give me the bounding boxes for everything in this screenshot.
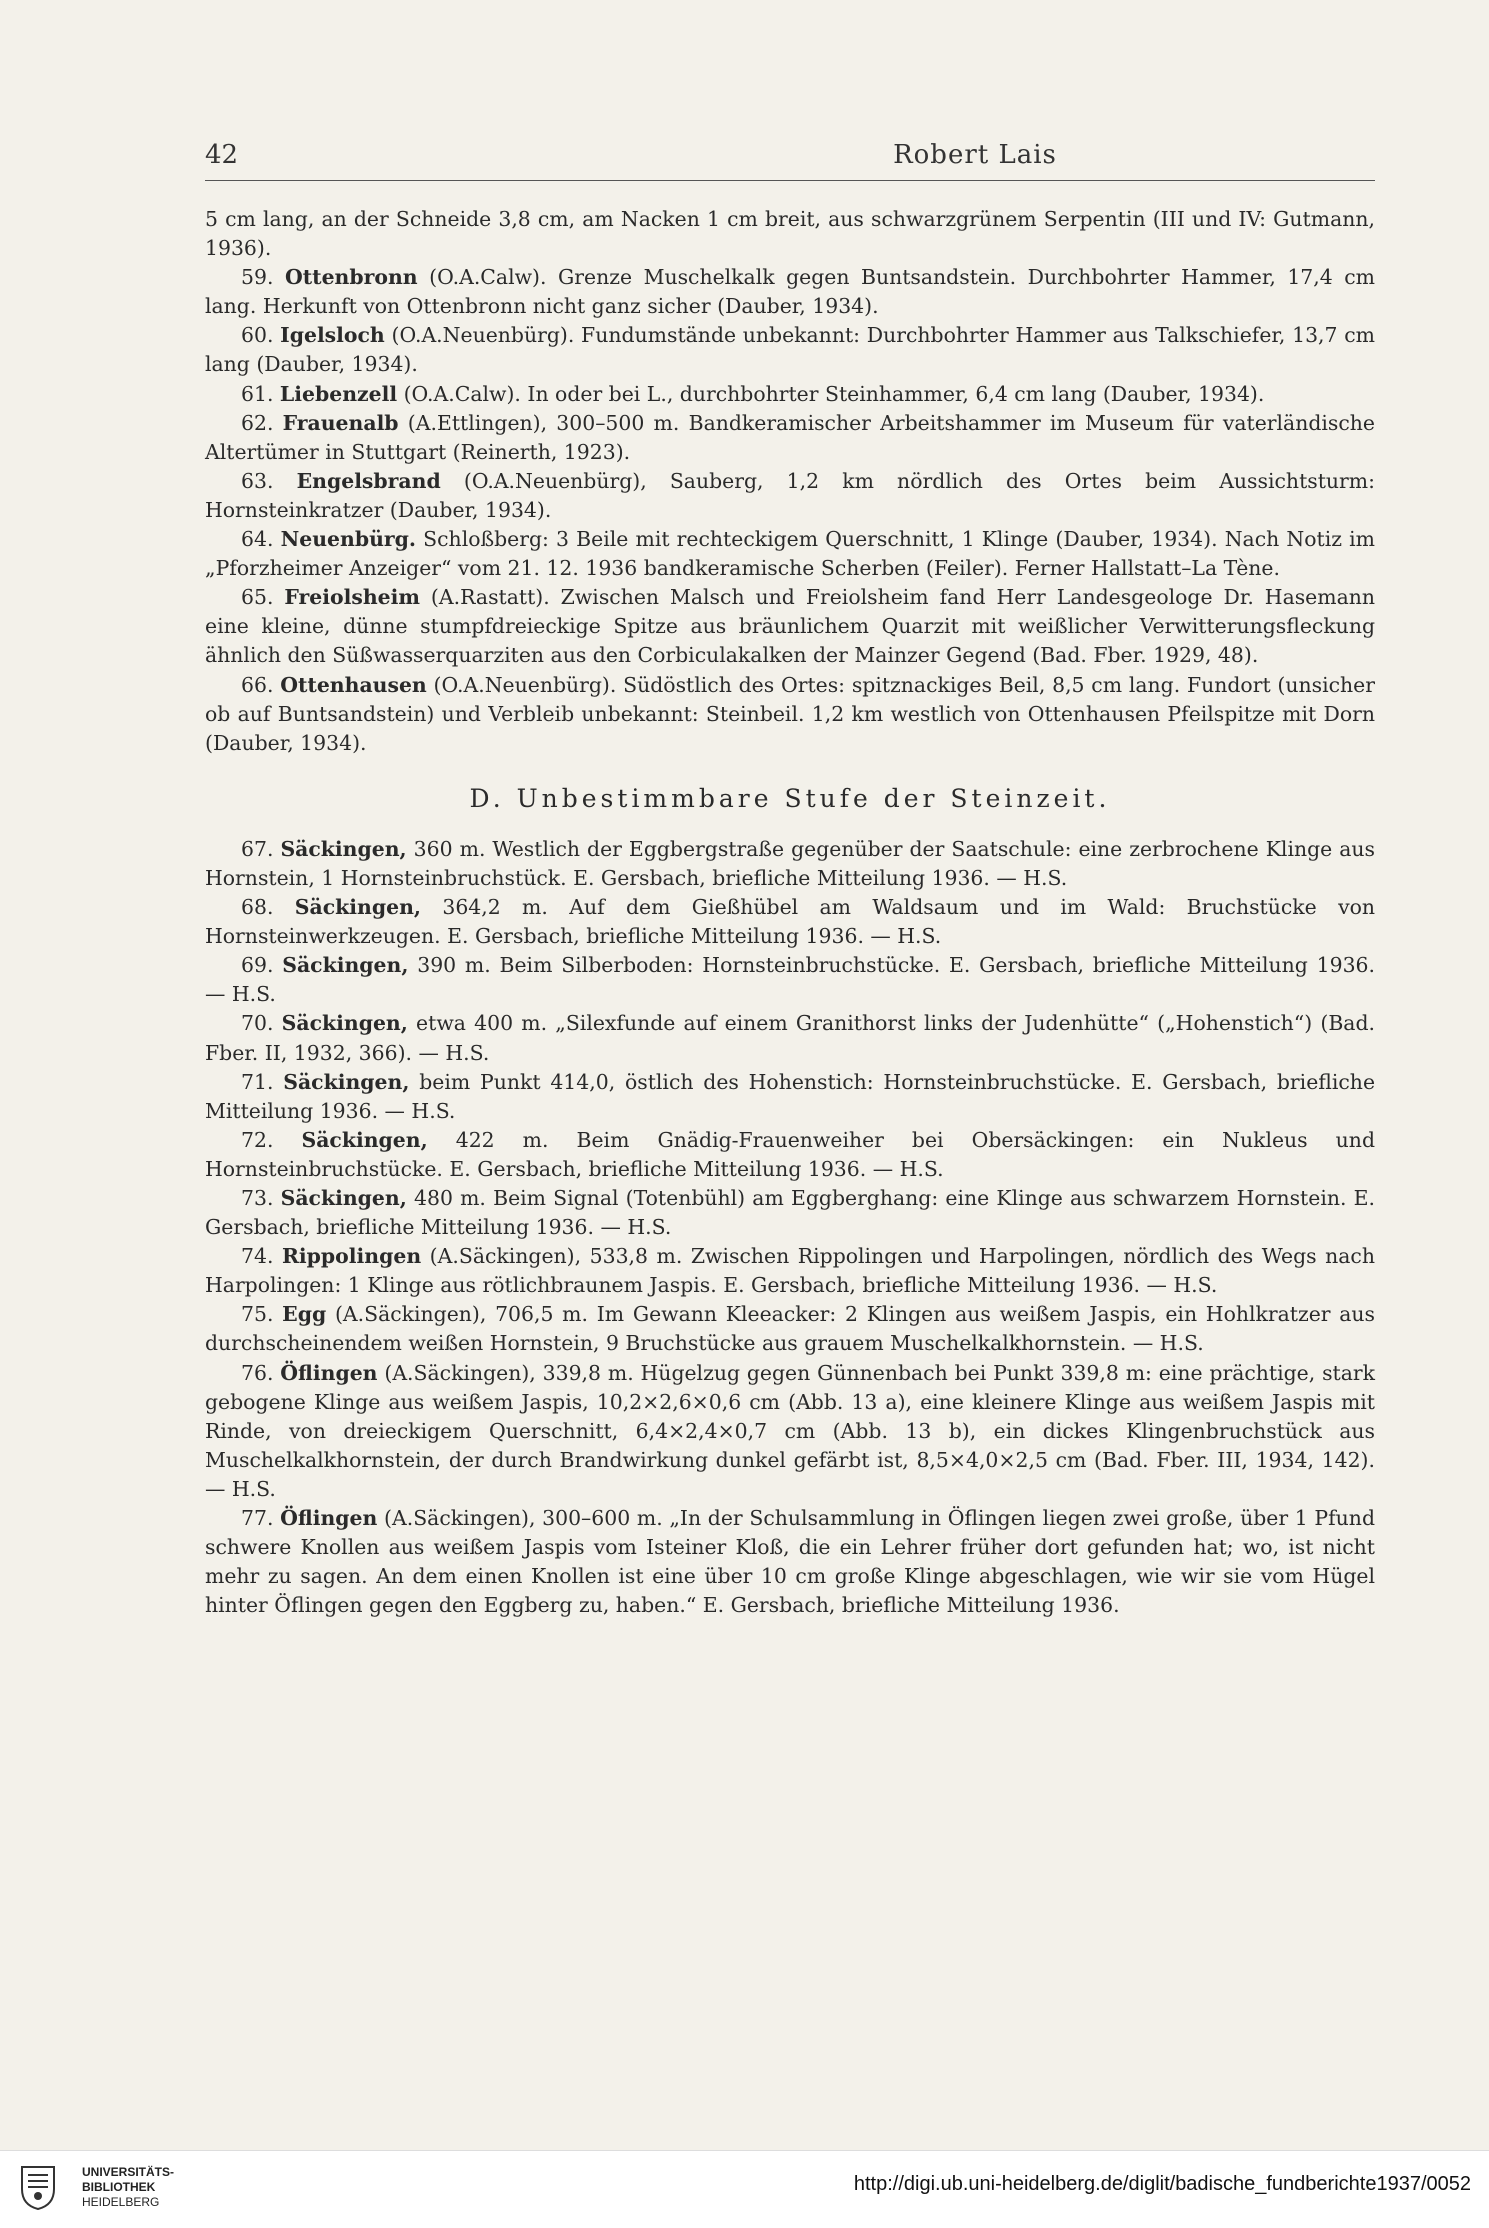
entry-number: 75.	[241, 1302, 274, 1327]
entry-place: Säckingen,	[281, 1011, 408, 1036]
section-heading: D. Unbestimmbare Stufe der Steinzeit.	[469, 783, 1111, 813]
entry-place: Säckingen,	[294, 895, 421, 920]
entry-number: 68.	[241, 895, 274, 920]
entry-text: Schloßberg: 3 Beile mit rechteckigem Querschnitt, 1 Klinge (Dauber, 1934). Nach Notiz im „Pforzheimer Anzeiger“ vom 21. 12. 1936 bandkeramische Scherben (Feiler). Ferner Hallstatt–La Tène.	[205, 527, 1375, 581]
entry-number: 64.	[241, 527, 274, 552]
list-item	[205, 525, 1375, 583]
list-item	[205, 583, 1375, 670]
entry-text: (O.A.Calw). In oder bei L., durchbohrter Steinhammer, 6,4 cm lang (Dauber, 1934).	[397, 381, 1265, 406]
entry-text: (O.A.Neuenbürg). Südöstlich des Ortes: spitznackiges Beil, 8,5 cm lang. Fundort (unsicher ob auf Buntsandstein) und Verbleib unbekannt: Steinbeil. 1,2 km westlich von Ottenhausen Pfeilspitze mit Dorn (Dauber, 1934).	[205, 672, 1375, 755]
library-line2: BIBLIOTHEK	[82, 2180, 156, 2194]
entry-number: 73.	[241, 1186, 274, 1210]
entry-text: 364,2 m. Auf dem Gießhübel am Waldsaum und im Wald: Bruchstücke von Hornsteinwerkzeugen. E. Gersbach, briefliche Mitteilung 1936. — H.S.	[205, 895, 1375, 949]
entry-number: 63.	[241, 468, 274, 493]
entry-number: 71.	[241, 1069, 274, 1094]
entry-place: Säckingen,	[280, 1186, 407, 1210]
entry-number: 74.	[241, 1244, 274, 1269]
page-header	[205, 140, 1375, 181]
list-item	[205, 893, 1375, 951]
entry-text: (O.A.Neuenbürg). Fundumstände unbekannt: Durchbohrter Hammer aus Talkschiefer, 13,7 cm lang (Dauber, 1934).	[205, 323, 1375, 377]
list-item	[205, 1009, 1375, 1067]
entry-number: 70.	[241, 1011, 274, 1036]
entry-text: (O.A.Neuenbürg), Sauberg, 1,2 km nördlich des Ortes beim Aussichtsturm: Hornsteinkratzer (Dauber, 1934).	[205, 468, 1376, 522]
entry-text: (A.Säckingen), 339,8 m. Hügelzug gegen Günnenbach bei Punkt 339,8 m: eine prächtige, stark gebogene Klinge aus weißem Jaspis, 10,2×2,6×0,6 cm (Abb. 13 a), eine kleinere Klinge aus weißem Jaspis mit Rinde, von dreieckigem Querschnitt, 6,4×2,4×0,7 cm (Abb. 13 b), ein dickes Klingenbruchstück aus Muschelkalkhornstein, der durch Brandwirkung dunkel gefärbt ist, 8,5×4,0×2,5 cm (Bad. Fber. III, 1934, 142). — H.S.	[205, 1360, 1375, 1501]
entry-place: Frauenalb	[282, 410, 399, 435]
entry-place: Säckingen,	[282, 953, 409, 978]
entry-place: Säckingen,	[280, 836, 407, 861]
entry-text: (A.Ettlingen), 300–500 m. Bandkeramischer Arbeitshammer im Museum für vaterländische Altertümer in Stuttgart (Reinerth, 1923).	[205, 410, 1375, 464]
entry-number: 67.	[241, 836, 274, 861]
list-item	[205, 951, 1375, 1009]
entry-number: 62.	[241, 410, 274, 435]
list-item	[205, 1242, 1375, 1300]
entry-place: Säckingen,	[283, 1069, 410, 1094]
source-url-link[interactable]: http://digi.ub.uni-heidelberg.de/diglit/badische_fundberichte1937/0052	[853, 2173, 1471, 2195]
list-item	[205, 671, 1375, 758]
entry-text: 390 m. Beim Silberboden: Hornsteinbruchstücke. E. Gersbach, briefliche Mitteilung 1936. — H.S.	[205, 953, 1375, 1007]
entry-number: 59.	[241, 265, 274, 290]
entry-place: Ottenhausen	[280, 672, 427, 697]
list-item	[205, 1126, 1375, 1184]
library-line1: UNIVERSITÄTS-	[82, 2165, 175, 2179]
entry-number: 60.	[241, 323, 274, 348]
entry-text: (A.Säckingen), 706,5 m. Im Gewann Kleeacker: 2 Klingen aus weißem Jaspis, ein Hohlkratzer aus durchscheinendem weißen Hornstein, 9 Bruchstücke aus grauem Muschelkalkhornstein. — H.S.	[205, 1302, 1376, 1356]
entry-text: beim Punkt 414,0, östlich des Hohenstich: Hornsteinbruchstücke. E. Gersbach, briefliche Mitteilung 1936. — H.S.	[205, 1069, 1376, 1123]
page-footer	[0, 2150, 1489, 2228]
list-item	[205, 321, 1375, 379]
entry-number: 65.	[241, 585, 274, 610]
library-name	[82, 2165, 174, 2210]
list-item	[205, 1359, 1375, 1504]
entry-place: Neuenbürg.	[280, 527, 417, 552]
entry-text: (A.Säckingen), 300–600 m. „In der Schulsammlung in Öflingen liegen zwei große, über 1 Pfund schwere Knollen aus weißem Jaspis vom Isteiner Kloß, die ein Lehrer früher dort gefunden hat; wo, ist nicht mehr zu sagen. An dem einen Knollen ist eine über 10 cm große Klinge abgeschlagen, wie wir sie vom Hügel hinter Öflingen gegen den Eggberg zu, haben.“ E. Gersbach, briefliche Mitteilung 1936.	[205, 1506, 1375, 1618]
list-item	[205, 263, 1375, 321]
entry-place: Säckingen,	[301, 1127, 428, 1152]
entry-place: Freiolsheim	[284, 585, 420, 610]
entry-place: Liebenzell	[279, 381, 398, 406]
entry-number: 76.	[241, 1360, 274, 1385]
entry-place: Igelsloch	[280, 323, 385, 348]
entry-number: 72.	[241, 1127, 274, 1152]
entry-number: 77.	[241, 1506, 274, 1531]
entry-text: etwa 400 m. „Silexfunde auf einem Granithorst links der Judenhütte“ („Hohenstich“) (Bad. Fber. II, 1932, 366). — H.S.	[205, 1011, 1375, 1065]
list-item	[205, 380, 1375, 409]
entries-part1	[205, 263, 1375, 758]
page-number: 42	[205, 140, 239, 170]
entry-place: Ottenbronn	[284, 265, 418, 290]
entry-number: 66.	[241, 672, 274, 697]
entry-place: Rippolingen	[281, 1244, 422, 1269]
body-text	[205, 205, 1375, 1620]
entry-place: Öflingen	[280, 1506, 378, 1531]
entry-number: 69.	[241, 953, 274, 978]
university-seal-icon	[18, 2163, 58, 2211]
list-item	[205, 1504, 1375, 1620]
list-item	[205, 467, 1375, 525]
running-head: Robert Lais	[893, 140, 1057, 170]
entry-place: Egg	[282, 1302, 327, 1327]
entry-text: 422 m. Beim Gnädig-Frauenweiher bei Obersäckingen: ein Nukleus und Hornsteinbruchstücke. E. Gersbach, briefliche Mitteilung 1936. — H.S.	[205, 1127, 1375, 1181]
entry-text: 360 m. Westlich der Eggbergstraße gegenüber der Saatschule: eine zerbrochene Klinge aus Hornstein, 1 Hornsteinbruchstück. E. Gersbach, briefliche Mitteilung 1936. — H.S.	[205, 836, 1375, 890]
entry-place: Öflingen	[280, 1360, 378, 1385]
entry-place: Engelsbrand	[296, 468, 441, 493]
entry-text: (A.Rastatt). Zwischen Malsch und Freiolsheim fand Herr Landesgeologe Dr. Hasemann eine kleine, dünne stumpfdreieckige Spitze aus bräunlichem Quarzit mit weißlicher Verwitterungsfleckung ähnlich den Süßwasserquarziten aus den Corbiculakalken der Mainzer Gegend (Bad. Fber. 1929, 48).	[205, 585, 1376, 668]
library-line3: HEIDELBERG	[82, 2195, 160, 2209]
entry-text: 480 m. Beim Signal (Totenbühl) am Eggberghang: eine Klinge aus schwarzem Hornstein. E. Gersbach, briefliche Mitteilung 1936. — H.S.	[205, 1186, 1375, 1240]
list-item	[205, 835, 1375, 893]
entry-text: (A.Säckingen), 533,8 m. Zwischen Rippolingen und Harpolingen, nördlich des Wegs nach Harpolingen: 1 Klinge aus rötlichbraunem Jaspis. E. Gersbach, briefliche Mitteilung 1936. — H.S.	[205, 1244, 1375, 1298]
intro-paragraph: 5 cm lang, an der Schneide 3,8 cm, am Nacken 1 cm breit, aus schwarzgrünem Serpentin (III und IV: Gutmann, 1936).	[205, 207, 1375, 261]
list-item	[205, 409, 1375, 467]
entries-part2	[205, 835, 1375, 1621]
list-item	[205, 1068, 1375, 1126]
list-item	[205, 1184, 1375, 1242]
entry-number: 61.	[241, 381, 274, 406]
entry-text: (O.A.Calw). Grenze Muschelkalk gegen Buntsandstein. Durchbohrter Hammer, 17,4 cm lang. Herkunft von Ottenbronn nicht ganz sicher (Dauber, 1934).	[205, 265, 1375, 319]
list-item	[205, 1300, 1375, 1358]
